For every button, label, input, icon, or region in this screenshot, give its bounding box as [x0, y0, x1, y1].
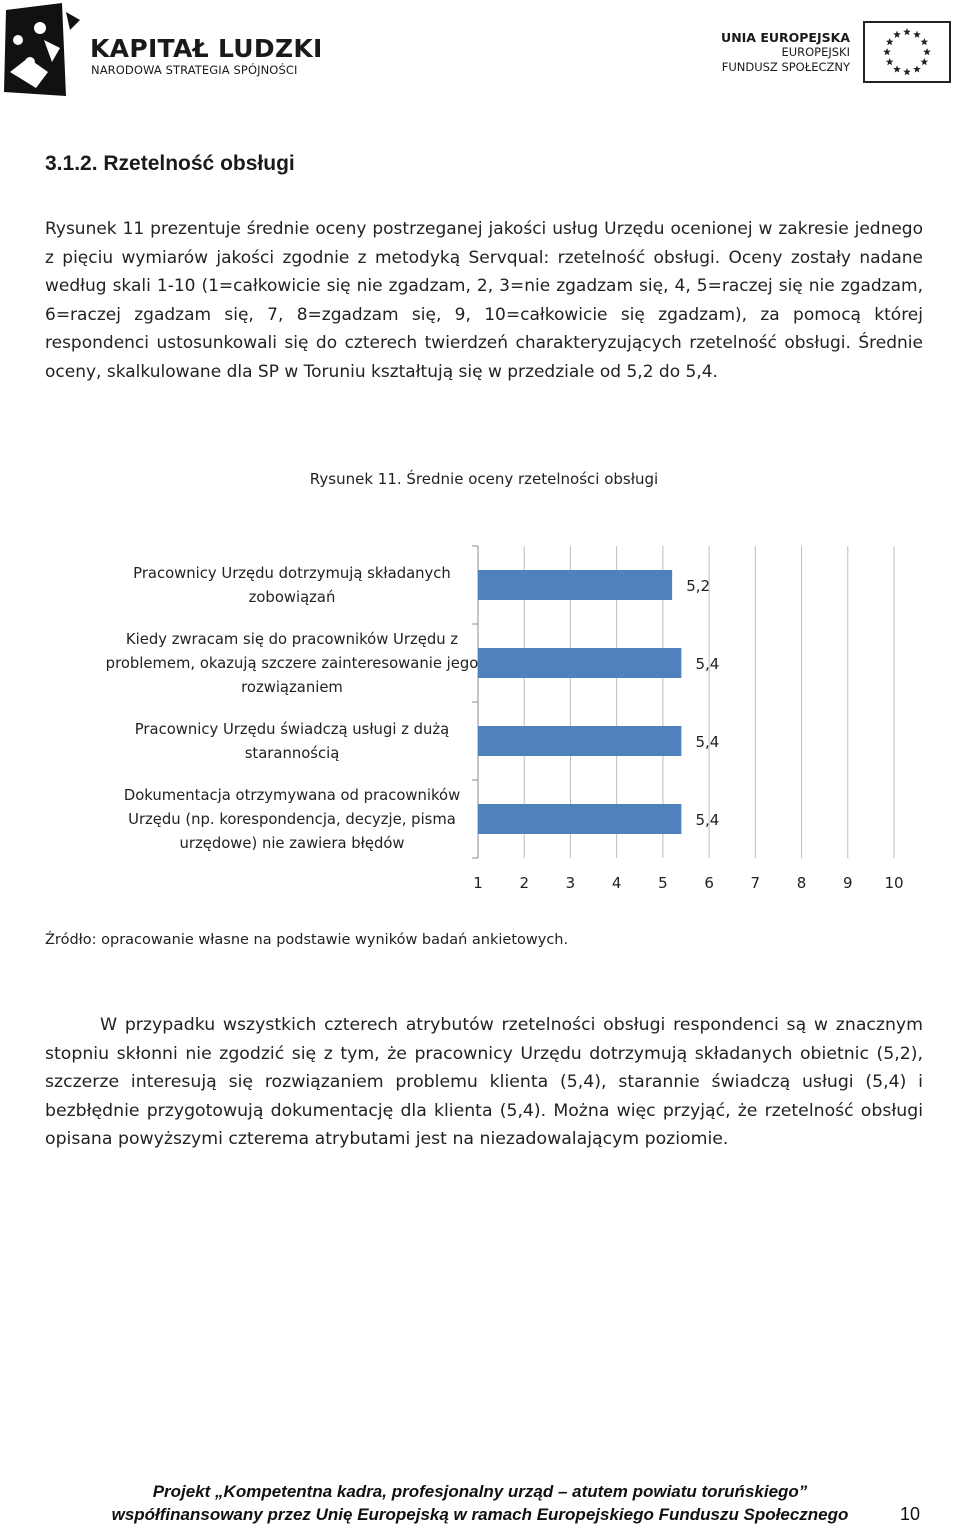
category-label-line: urzędowe) nie zawiera błędów [179, 835, 405, 852]
eu-line3: FUNDUSZ SPOŁECZNY [721, 60, 850, 74]
figure-caption: Rysunek 11. Średnie oceny rzetelności obsługi [309, 470, 659, 488]
category-label-line: rozwiązaniem [241, 679, 343, 696]
section-heading: 3.1.2. Rzetelność obsługi [45, 152, 295, 175]
footer-line1: Projekt „Kompetentna kadra, profesjonalny urząd – atutem powiatu toruńskiego” [152, 1482, 808, 1501]
category-label-line: problemem, okazują szczere zainteresowanie jego [105, 655, 479, 672]
page-number: 10 [900, 1504, 921, 1524]
category-label-line: starannością [244, 745, 340, 762]
bar [478, 726, 681, 756]
category-label-line: Pracownicy Urzędu świadczą usługi z dużą [134, 721, 450, 738]
x-tick-label: 5 [658, 874, 668, 892]
category-label [133, 565, 451, 606]
x-tick-label: 6 [704, 874, 714, 892]
bar [478, 570, 672, 600]
eu-logo-text [721, 30, 850, 75]
conclusion-paragraph [45, 1011, 923, 1154]
category-label-line: Kiedy zwracam się do pracowników Urzędu z [125, 631, 459, 648]
intro-paragraph-text: Rysunek 11 prezentuje średnie oceny postrzeganej jakości usług Urzędu ocenionej w zakresie jednego z pięciu wymiarów jakości zgodnie z metodyką Servqual: rzetelność obsługi. Oceny zostały nadane według skali 1-10 (1=całkowicie się nie zgadzam, 2, 3=nie zgadzam się, 4, 5=raczej się nie zgadzam, 6=raczej zgadzam się, 7, 8=zgadzam się, 9, 10=całkowicie się zgadzam), za pomocą której respondenci ustosunkowali się do czterech twierdzeń charakteryzujących rzetelność obsługi. Średnie oceny, skalkulowane dla SP w Toruniu kształtują się w przedziale od 5,2 do 5,4. [45, 219, 923, 382]
category-label [135, 721, 449, 762]
eu-line2: EUROPEJSKI [781, 45, 850, 59]
bar [478, 648, 681, 678]
x-tick-label: 2 [519, 874, 529, 892]
x-tick-label: 3 [565, 874, 576, 892]
source-note: Źródło: opracowanie własne na podstawie wyników badań ankietowych. [45, 932, 569, 948]
x-tick-label: 7 [750, 874, 761, 892]
bar-value-label: 5,4 [695, 811, 720, 829]
conclusion-paragraph-text: W przypadku wszystkich czterech atrybutów rzetelności obsługi respondenci są w znacznym stopniu skłonni nie zgodzić się z tym, że pracownicy Urzędu dotrzymują składanych obietnic (5,2), szczerze interesują się rozwiązaniem problemu klienta (5,4), starannie świadczą usługi (5,4) i bezbłędnie przygotowują dokumentację dla klienta (5,4). Można więc przyjąć, że rzetelność obsługi opisana powyższymi czterema atrybutami jest na niezadowalającym poziomie. [45, 1015, 923, 1149]
x-tick-label: 1 [473, 874, 483, 892]
project-footer [0, 1480, 960, 1526]
kapital-ludzki-emblem-icon [4, 3, 80, 96]
eu-stars-flag-icon [863, 21, 951, 83]
category-label-line: zobowiązań [248, 589, 336, 606]
category-label [106, 631, 479, 696]
bar-value-label: 5,4 [695, 655, 720, 673]
category-label [124, 787, 460, 852]
intro-paragraph [45, 215, 923, 386]
bar [478, 804, 681, 834]
category-label-line: Urzędu (np. korespondencja, decyzje, pisma [128, 811, 456, 828]
category-label-line: Dokumentacja otrzymywana od pracowników [123, 787, 461, 804]
x-tick-label: 10 [884, 874, 904, 892]
x-tick-label: 8 [796, 874, 807, 892]
category-label-line: Pracownicy Urzędu dotrzymują składanych [133, 565, 451, 582]
kapital-ludzki-title: KAPITAŁ LUDZKI [90, 34, 323, 63]
bar-value-label: 5,4 [695, 733, 720, 751]
eu-line1: UNIA EUROPEJSKA [721, 30, 850, 45]
bar-value-label: 5,2 [686, 577, 711, 595]
footer-line2: współfinansowany przez Unię Europejską w ramach Europejskiego Funduszu Społecznego [111, 1505, 849, 1524]
x-tick-label: 4 [611, 874, 622, 892]
kapital-ludzki-subtitle: NARODOWA STRATEGIA SPÓJNOŚCI [91, 63, 298, 77]
x-tick-label: 9 [843, 874, 853, 892]
reliability-bar-chart [0, 530, 960, 910]
